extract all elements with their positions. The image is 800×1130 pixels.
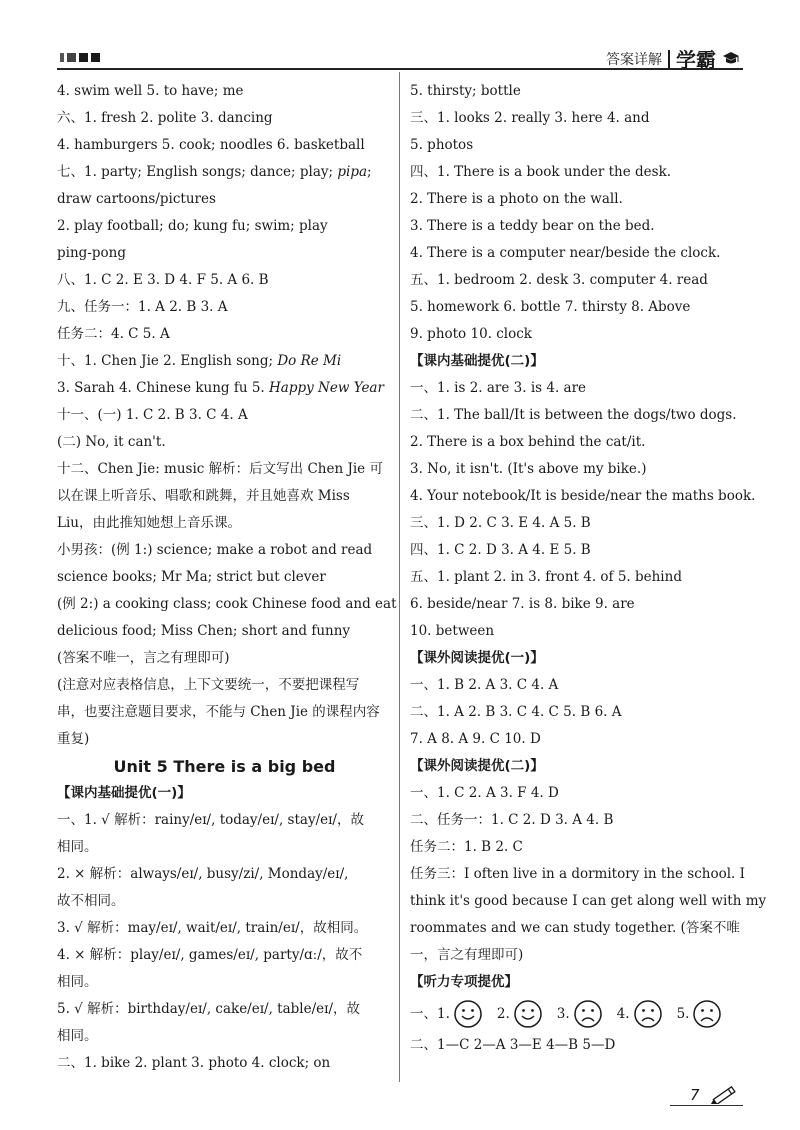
text-line: 10. between bbox=[410, 623, 495, 639]
face-label: 4. bbox=[616, 1006, 630, 1022]
face-list bbox=[437, 996, 736, 1032]
text-line: 任务二：4. C 5. A bbox=[57, 326, 170, 342]
header-decoration bbox=[60, 53, 100, 62]
right-column bbox=[410, 78, 767, 1059]
header-brand: 学霸 bbox=[676, 48, 716, 72]
text-line: 二、1. The ball/It is between the dogs/two dogs. bbox=[410, 407, 737, 423]
page-number: 7 bbox=[690, 1086, 700, 1104]
text-line: 2. play football; do; kung fu; swim; play bbox=[57, 218, 328, 234]
text-segment: 十、1. Chen Jie 2. English song; bbox=[57, 353, 278, 369]
text-line: 八、1. C 2. E 3. D 4. F 5. A 6. B bbox=[57, 272, 269, 288]
text-line: 故不相同。 bbox=[57, 893, 125, 909]
text-line: draw cartoons/pictures bbox=[57, 191, 216, 207]
text-line: 一、1. is 2. are 3. is 4. are bbox=[410, 380, 587, 396]
text-line: science books; Mr Ma; strict but clever bbox=[57, 569, 326, 585]
text-line: 二、1. bike 2. plant 3. photo 4. clock; on bbox=[57, 1055, 331, 1071]
text-line: ping-pong bbox=[57, 245, 126, 261]
text-line: 二、1—C 2—A 3—E 4—B 5—D bbox=[410, 1037, 616, 1053]
text-line: 4. swim well 5. to have; me bbox=[57, 83, 244, 99]
text-line: 2. There is a box behind the cat/it. bbox=[410, 434, 646, 450]
column-divider bbox=[399, 72, 400, 1082]
text-line: 一、1. √ 解析：rainy/eɪ/, today/eɪ/, stay/eɪ/，故 bbox=[57, 812, 364, 828]
text-line bbox=[57, 348, 392, 375]
text-line: 二、任务一：1. C 2. D 3. A 4. B bbox=[410, 812, 614, 828]
text-line: 四、1. C 2. D 3. A 4. E 5. B bbox=[410, 542, 591, 558]
text-line bbox=[57, 159, 392, 186]
text-line: 三、1. D 2. C 3. E 4. A 5. B bbox=[410, 515, 591, 531]
text-line: (注意对应表格信息，上下文要统一，不要把课程写 bbox=[57, 677, 360, 693]
text-line: think it's good because I can get along well with my bbox=[410, 893, 767, 909]
text-segment: ; bbox=[367, 164, 372, 180]
text-line: 十一、(一) 1. C 2. B 3. C 4. A bbox=[57, 407, 248, 423]
text-line: 任务二：1. B 2. C bbox=[410, 839, 523, 855]
text-line: 以在课上听音乐、唱歌和跳舞，并且她喜欢 Miss bbox=[57, 488, 350, 504]
text-line: delicious food; Miss Chen; short and funny bbox=[57, 623, 351, 639]
text-segment: 一、 bbox=[410, 1006, 437, 1022]
text-line: 十二、Chen Jie: music 解析：后文写出 Chen Jie 可 bbox=[57, 461, 383, 477]
graduation-cap-icon bbox=[722, 50, 740, 68]
text-line: 4. Your notebook/It is beside/near the maths book. bbox=[410, 488, 756, 504]
section-heading: 【课外阅读提优(二)】 bbox=[410, 758, 544, 774]
header-rule bbox=[57, 68, 743, 70]
text-segment: 3. Sarah 4. Chinese kung fu 5. bbox=[57, 380, 270, 396]
text-line: 一、1. B 2. A 3. C 4. A bbox=[410, 677, 559, 693]
text-line: 5. thirsty; bottle bbox=[410, 83, 521, 99]
text-line: 2. There is a photo on the wall. bbox=[410, 191, 623, 207]
text-line: 三、1. looks 2. really 3. here 4. and bbox=[410, 110, 650, 126]
text-line: (例 2:) a cooking class; cook Chinese food and eat bbox=[57, 596, 397, 612]
text-line: 3. √ 解析：may/eɪ/, wait/eɪ/, train/eɪ/，故相同。 bbox=[57, 920, 368, 936]
text-line: (答案不唯一，言之有理即可) bbox=[57, 650, 230, 666]
sad-face-icon bbox=[692, 999, 722, 1029]
face-label: 5. bbox=[676, 1006, 690, 1022]
text-line: 5. homework 6. bottle 7. thirsty 8. Above bbox=[410, 299, 691, 315]
face-label: 2. bbox=[496, 1006, 510, 1022]
text-line: 5. √ 解析：birthday/eɪ/, cake/eɪ/, table/eɪ/，故 bbox=[57, 1001, 360, 1017]
text-line: Liu，由此推知她想上音乐课。 bbox=[57, 515, 241, 531]
text-line: 四、1. There is a book under the desk. bbox=[410, 164, 672, 180]
text-line: 六、1. fresh 2. polite 3. dancing bbox=[57, 110, 273, 126]
text-line: 任务三：I often live in a dormitory in the school. I bbox=[410, 866, 745, 882]
section-heading: 【课内基础提优(一)】 bbox=[57, 785, 191, 801]
text-line: 6. beside/near 7. is 8. bike 9. are bbox=[410, 596, 635, 612]
footer-rule bbox=[670, 1105, 743, 1106]
smiley-face-icon bbox=[453, 999, 483, 1029]
text-line bbox=[57, 375, 392, 402]
header-subtitle: 答案详解 bbox=[606, 51, 662, 68]
text-line: 九、任务一：1. A 2. B 3. A bbox=[57, 299, 228, 315]
text-line: 4. × 解析：play/eɪ/, games/eɪ/, party/ɑː/，故不 bbox=[57, 947, 363, 963]
smiley-face-icon bbox=[513, 999, 543, 1029]
text-line: 4. There is a computer near/beside the clock. bbox=[410, 245, 721, 261]
text-line: 3. There is a teddy bear on the bed. bbox=[410, 218, 655, 234]
section-heading: 【课内基础提优(二)】 bbox=[410, 353, 544, 369]
text-line: 5. photos bbox=[410, 137, 474, 153]
text-line: 小男孩：(例 1:) science; make a robot and read bbox=[57, 542, 373, 558]
text-line: 3. No, it isn't. (It's above my bike.) bbox=[410, 461, 647, 477]
text-line: 相同。 bbox=[57, 839, 98, 855]
italic-term: pipa bbox=[337, 164, 368, 180]
section-heading: 【听力专项提优】 bbox=[410, 974, 518, 990]
text-line: 一，言之有理即可) bbox=[410, 947, 524, 963]
text-line: 相同。 bbox=[57, 974, 98, 990]
text-line: 2. × 解析：always/eɪ/, busy/zi/, Monday/eɪ/, bbox=[57, 866, 349, 882]
pencil-icon bbox=[705, 1086, 745, 1104]
sad-face-icon bbox=[573, 999, 603, 1029]
listening-faces-line bbox=[410, 996, 742, 1032]
text-line: 五、1. plant 2. in 3. front 4. of 5. behind bbox=[410, 569, 682, 585]
section-heading: 【课外阅读提优(一)】 bbox=[410, 650, 544, 666]
header-separator bbox=[668, 50, 670, 68]
face-label: 3. bbox=[556, 1006, 570, 1022]
face-label: 1. bbox=[437, 1006, 450, 1022]
text-line: 五、1. bedroom 2. desk 3. computer 4. read bbox=[410, 272, 708, 288]
text-line: 7. A 8. A 9. C 10. D bbox=[410, 731, 541, 747]
text-line: 重复) bbox=[57, 731, 90, 747]
text-line: 串，也要注意题目要求，不能与 Chen Jie 的课程内容 bbox=[57, 704, 380, 720]
text-line: 相同。 bbox=[57, 1028, 98, 1044]
italic-term: Do Re Mi bbox=[277, 353, 342, 369]
sad-face-icon bbox=[633, 999, 663, 1029]
text-segment: 七、1. party; English songs; dance; play; bbox=[57, 164, 338, 180]
unit-heading: Unit 5 There is a big bed bbox=[113, 757, 336, 776]
italic-term: Happy New Year bbox=[269, 380, 384, 396]
text-line: 9. photo 10. clock bbox=[410, 326, 532, 342]
text-line: 二、1. A 2. B 3. C 4. C 5. B 6. A bbox=[410, 704, 622, 720]
left-column bbox=[57, 78, 397, 1077]
text-line: 4. hamburgers 5. cook; noodles 6. basketball bbox=[57, 137, 365, 153]
text-line: (二) No, it can't. bbox=[57, 434, 166, 450]
text-line: roommates and we can study together. (答案不唯 bbox=[410, 920, 740, 936]
text-line: 一、1. C 2. A 3. F 4. D bbox=[410, 785, 559, 801]
